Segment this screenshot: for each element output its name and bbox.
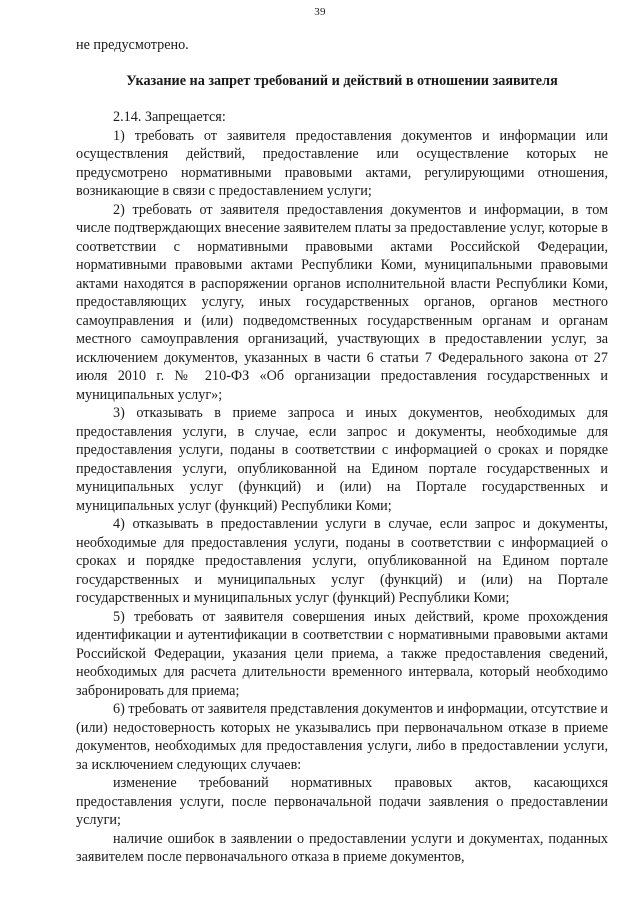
paragraph-2-14: 2.14. Запрещается: <box>113 109 226 125</box>
paragraph-exception-1: изменение требований нормативных правовых актов, касающихся предоставления услуги, после первоначальной подачи заявления о предоставлении услуги; <box>76 775 608 828</box>
document-body <box>76 36 608 867</box>
paragraph-item-1: 1) требовать от заявителя предоставления документов и информации или осуществления действий, предоставление или осуществление которых не предусмотрено нормативными правовыми актами, регулирующими отношения, возникающие в связи с предоставлением услуги; <box>76 127 608 199</box>
paragraph-item-2: 2) требовать от заявителя предоставления документов и информации, в том числе подтверждающих внесение заявителем платы за предоставление услуг, которые в соответствии с нормативными правовыми актами Российской Федерации, нормативными правовыми актами Республики Коми, муниципальными правовыми актами находятся в распоряжении органов исполнительной власти Республики Коми, предоставляющих услугу, иных государственных органов, органов местного самоуправления и (или) подведомственных государственным органам и органам местного самоуправления организаций, участвующих в предоставлении услуг, за исключением документов, указанных в части 6 статьи 7 Федерального закона от 27 июля 2010 г. № 210-ФЗ «Об организации предоставления государственных и муниципальных услуг»; <box>76 201 608 403</box>
paragraph-item-6: 6) требовать от заявителя представления документов и информации, отсутствие и (или) недостоверность которых не указывались при первоначальном отказе в приеме документов, необходимых для предоставления услуги, либо в предоставлении услуги, за исключением следующих случаев: <box>76 701 609 773</box>
paragraph-exception-2: наличие ошибок в заявлении о предоставлении услуги и документах, поданных заявителем после первоначального отказа в приеме документов, <box>76 830 608 865</box>
paragraph-item-5: 5) требовать от заявителя совершения иных действий, кроме прохождения идентификации и аутентификации в соответствии с нормативными правовыми актами Российской Федерации, указания цели приема, а также предоставления сведений, необходимых для расчета длительности временного интервала, который необходимо забронировать для приема; <box>76 608 608 699</box>
paragraph-item-4: 4) отказывать в предоставлении услуги в случае, если запрос и документы, необходимые для предоставления услуги, поданы в соответствии с информацией о сроках и порядке предоставления услуги, опубликованной на Едином портале государственных и муниципальных услуг (функций) и (или) на Портале государственных и муниципальных услуг (функций) Республики Коми; <box>76 516 608 606</box>
continuation-text: не предусмотрено. <box>76 37 189 53</box>
paragraph-item-3: 3) отказывать в приеме запроса и иных документов, необходимых для предоставления услуги, в случае, если запрос и документы, необходимые для предоставления услуги, поданы в соответствии с информацией о сроках и порядке предоставления услуги, опубликованной на Едином портале государственных и муниципальных услуг (функций) и (или) на Портале государственных и муниципальных услуг (функций) Республики Коми; <box>76 405 608 514</box>
page-number: 39 <box>314 6 326 18</box>
section-title: Указание на запрет требований и действий в отношении заявителя <box>126 72 558 89</box>
